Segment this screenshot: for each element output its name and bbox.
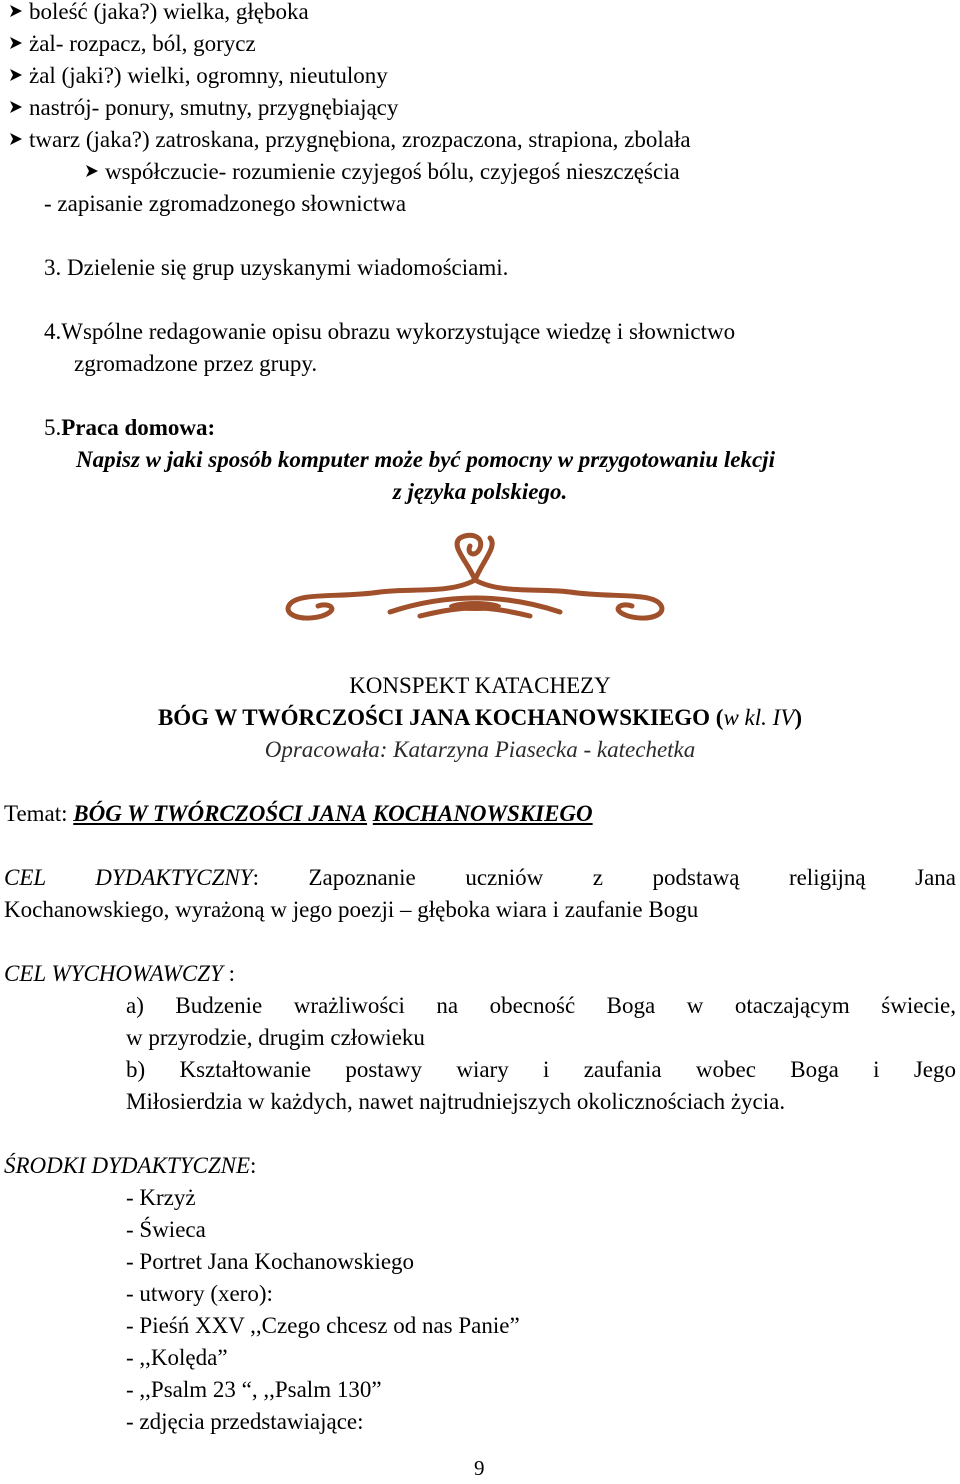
means-item: - ,,Psalm 23 “, ,,Psalm 130” xyxy=(126,1377,382,1402)
homework-title: Praca domowa: xyxy=(61,415,216,440)
arrow-bullet-icon xyxy=(8,60,26,92)
arrow-bullet-icon xyxy=(8,0,26,28)
means-item: - ,,Kolęda” xyxy=(126,1345,228,1370)
didactic-goal-label: CEL DYDAKTYCZNY xyxy=(4,865,253,890)
bullet-item: boleść (jaka?) wielka, głęboka xyxy=(8,0,309,28)
educational-goal-label: CEL WYCHOWAWCZY xyxy=(4,961,223,986)
goal-a-line1: a) Budzenie wrażliwości na obecność Boga w otaczającym świecie, xyxy=(126,993,956,1018)
grade-note: w kl. IV xyxy=(723,705,795,730)
means-item: - Pieśń XXV ,,Czego chcesz od nas Panie” xyxy=(126,1313,520,1338)
arrow-bullet-icon xyxy=(8,92,26,124)
page-number: 9 xyxy=(474,1456,485,1480)
homework-line1: Napisz w jaki sposób komputer może być pomocny w przygotowaniu lekcji xyxy=(76,447,775,472)
arrow-bullet-icon xyxy=(8,28,26,60)
means-item: - zdjęcia przedstawiające: xyxy=(126,1409,364,1434)
means-label: ŚRODKI DYDAKTYCZNE xyxy=(4,1153,251,1178)
goal-b-line2: Miłosierdzia w każdych, nawet najtrudniejszych okolicznościach życia. xyxy=(126,1089,786,1114)
step-5 xyxy=(44,412,215,444)
homework-line2: z języka polskiego. xyxy=(392,479,568,504)
means-item: - Portret Jana Kochanowskiego xyxy=(126,1249,415,1274)
didactic-goal-line2: Kochanowskiego, wyrażoną w jego poezji – głęboka wiara i zaufanie Bogu xyxy=(4,897,699,922)
document-subtitle: BÓG W TWÓRCZOŚCI JANA KOCHANOWSKIEGO (w kl. IV) xyxy=(157,705,803,730)
didactic-goal-line1: CEL DYDAKTYCZNY: Zapoznanie uczniów z podstawą religijną Jana xyxy=(4,865,956,890)
document-title: KONSPEKT KATACHEZY xyxy=(349,673,611,698)
bullet-item: żal (jaki?) wielki, ogromny, nieutulony xyxy=(8,60,388,92)
means-item: - utwory (xero): xyxy=(126,1281,273,1306)
bullet-item: żal- rozpacz, ból, gorycz xyxy=(8,28,256,60)
bullet-item: twarz (jaka?) zatroskana, przygnębiona, zrozpaczona, strapiona, zbolała xyxy=(8,124,691,156)
topic-part1: BÓG W TWÓRCZOŚCI JANA xyxy=(73,801,368,826)
goal-a-line2: w przyrodzie, drugim człowieku xyxy=(126,1025,425,1050)
step-5-number: 5. xyxy=(44,415,62,440)
means-item: - Świeca xyxy=(126,1217,206,1242)
bullet-item: współczucie- rozumienie czyjegoś bólu, czyjegoś nieszczęścia xyxy=(84,156,680,188)
step-3: 3. Dzielenie się grup uzyskanymi wiadomościami. xyxy=(44,255,509,280)
educational-goal-heading: CEL WYCHOWAWCZY : xyxy=(4,961,235,986)
vocab-note: - zapisanie zgromadzonego słownictwa xyxy=(44,191,407,216)
bullet-item: nastrój- ponury, smutny, przygnębiający xyxy=(8,92,398,124)
arrow-bullet-icon xyxy=(84,156,102,188)
ornament-divider-icon xyxy=(270,532,680,632)
means-item: - Krzyż xyxy=(126,1185,196,1210)
author-line: Opracowała: Katarzyna Piasecka - katechetka xyxy=(264,737,696,762)
goal-b-line1: b) Kształtowanie postawy wiary i zaufania wobec Boga i Jego xyxy=(126,1057,956,1082)
topic-label: Temat: xyxy=(4,801,74,826)
topic-part2: KOCHANOWSKIEGO xyxy=(372,801,593,826)
step-4-line1: 4.Wspólne redagowanie opisu obrazu wykorzystujące wiedzę i słownictwo xyxy=(44,319,736,344)
means-heading: ŚRODKI DYDAKTYCZNE: xyxy=(4,1153,257,1178)
step-4-line2: zgromadzone przez grupy. xyxy=(74,351,318,376)
arrow-bullet-icon xyxy=(8,124,26,156)
topic-line xyxy=(4,798,593,830)
